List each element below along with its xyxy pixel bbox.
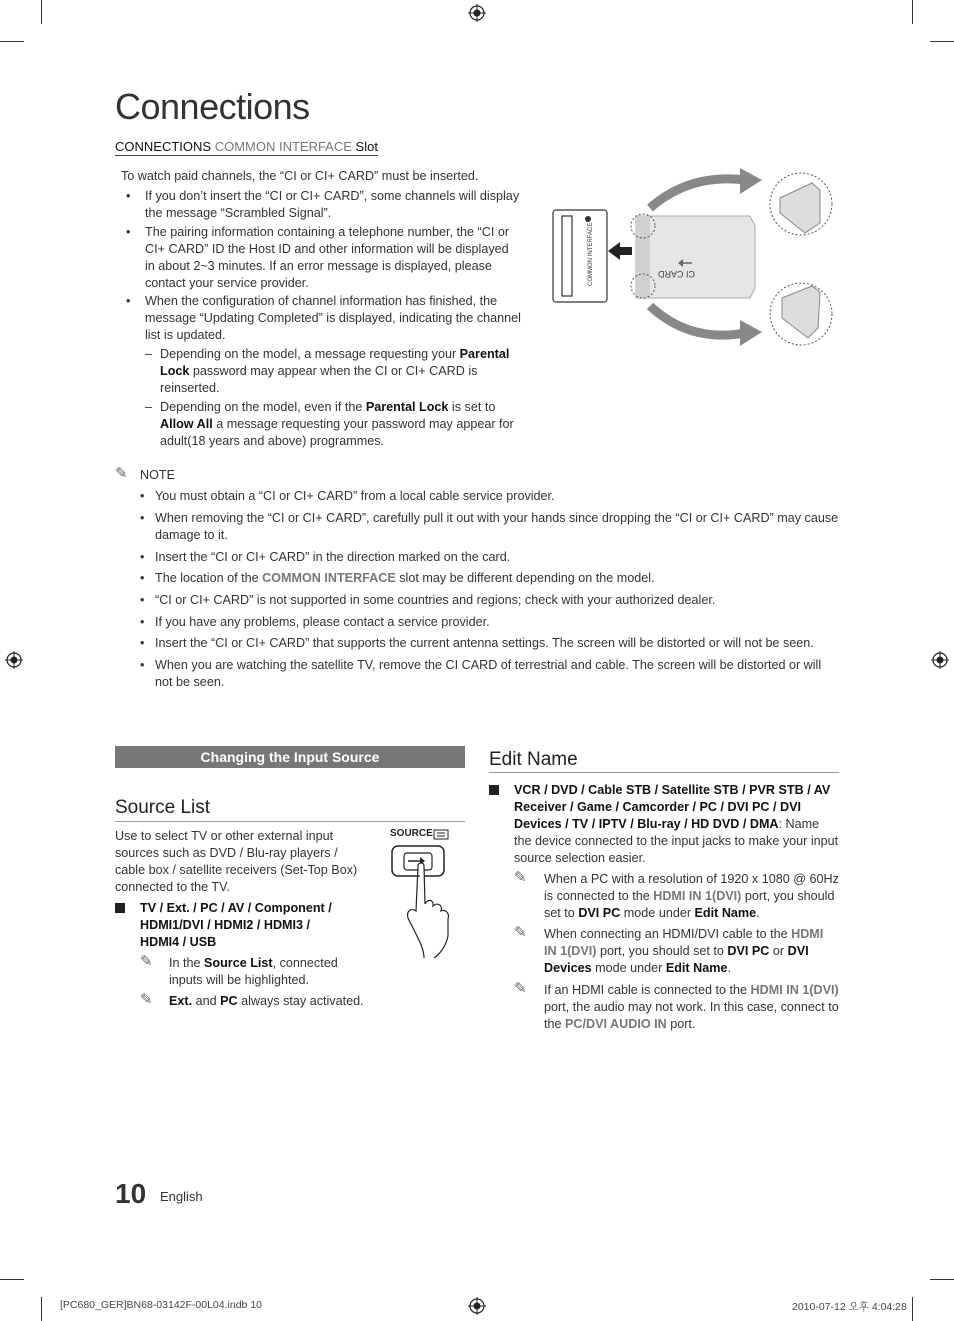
note-item: • When you are watching the satellite TV, remove the CI CARD of terrestrial and cable. The screen will be distorted or will not be seen. [140,658,822,689]
crop-mark [930,41,954,42]
hand-press-icon [388,826,466,958]
crop-mark [912,0,913,24]
note-item: • “CI or CI+ CARD” is not supported in some countries and regions; check with your authorized dealer. [140,593,716,607]
note-title: NOTE [140,468,175,482]
crop-mark [41,0,42,24]
pencil-note-icon: ✎ [140,953,153,970]
note-item: • The location of the COMMON INTERFACE slot may be different depending on the model. [140,571,655,585]
edit-name-heading: Edit Name [489,749,578,770]
pencil-note-icon: ✎ [115,465,128,482]
registration-mark-icon [468,1297,486,1315]
registration-mark-icon [468,4,486,22]
card-label: CI CARD [657,269,695,279]
footer-date: 2010-07-12 오후 4:04:28 [792,1301,907,1313]
page-language: English [160,1189,203,1204]
pencil-note-icon: ✎ [514,924,527,941]
note-item: • Insert the “CI or CI+ CARD” that supports the current antenna settings. The screen will be distorted or will not be seen. [140,636,814,650]
crop-mark [0,41,24,42]
ci-card-illustration [550,168,840,353]
slot-label: COMMON INTERFACE [588,222,594,286]
breadcrumb-part: CONNECTIONS [115,139,212,154]
breadcrumb-part: COMMON INTERFACE [214,139,352,154]
breadcrumb-part: Slot [355,139,378,154]
note-item: • When removing the “CI or CI+ CARD”, carefully pull it out with your hands since dropping the “CI or CI+ CARD” may cause damage to it. [140,511,839,542]
source-remote-illustration [388,826,466,958]
section-band: Changing the Input Source [115,746,465,768]
ci-sub-item: – Depending on the model, a message requesting your Parental Lock password may appear when the CI or CI+ CARD is reinserted. [145,347,510,395]
ci-sub-item: – Depending on the model, even if the Parental Lock is set to Allow All a message requesting your password may appear for adult(18 years and above) programmes. [145,400,514,448]
page-number: 10 [115,1178,147,1209]
source-list-heading: Source List [115,797,211,818]
crop-mark [41,1297,42,1321]
edit-name-note: If an HDMI cable is connected to the HDMI IN 1(DVI) port, the audio may not work. In this case, connect to the PC/DVI AUDIO IN port. [544,983,839,1031]
pencil-note-icon: ✎ [514,980,527,997]
crop-mark [930,1279,954,1280]
page-title: Connections [115,86,310,127]
edit-name-note: When connecting an HDMI/DVI cable to the HDMI IN 1(DVI) port, you should set to DVI PC or DVI Devices mode under Edit Name. [544,927,824,975]
footer-file: [PC680_GER]BN68-03142F-00L04.indb 10 [60,1299,262,1311]
note-item: • You must obtain a “CI or CI+ CARD” from a local cable service provider. [140,489,555,503]
registration-mark-icon [5,651,23,669]
crop-mark [0,1279,24,1280]
source-list-note: In the Source List, connected inputs will be highlighted. [169,956,338,987]
edit-name-note: When a PC with a resolution of 1920 x 1080 @ 60Hz is connected to the HDMI IN 1(DVI) port, you should set to DVI PC mode under Edit Name. [544,872,839,920]
divider [489,772,839,773]
source-label: SOURCE [390,828,433,839]
ci-intro: To watch paid channels, the “CI or CI+ CARD” must be inserted. [121,169,479,183]
note-item: • Insert the “CI or CI+ CARD” in the direction marked on the card. [140,550,511,564]
registration-mark-icon [931,651,949,669]
ci-bullet: • When the configuration of channel information has finished, the message “Updating Completed” is displayed, indicating the channel list is updated. [126,294,521,342]
source-list-note: Ext. and PC always stay activated. [169,994,364,1008]
breadcrumb [115,139,378,156]
note-item: • If you have any problems, please contact a service provider. [140,615,490,629]
pencil-note-icon: ✎ [514,869,527,886]
ci-bullet: • The pairing information containing a telephone number, the “CI or CI+ CARD” ID the Host ID and other information will be displayed in about 2~3 minutes. If an error message is displayed, please contact your service provider. [126,225,510,290]
pencil-note-icon: ✎ [140,991,153,1008]
crop-mark [912,1297,913,1321]
source-list-item: TV / Ext. / PC / AV / Component / HDMI1/DVI / HDMI2 / HDMI3 / HDMI4 / USB [115,900,345,951]
divider [115,821,465,822]
edit-name-item: VCR / DVD / Cable STB / Satellite STB / PVR STB / AV Receiver / Game / Camcorder / PC / DVI PC / DVI Devices / TV / IPTV / Blu-ray / HD DVD / DMA: Name the device connected to the input jacks to make your input source selection easier. [489,782,839,867]
ci-bullet: • If you don’t insert the “CI or CI+ CARD”, some channels will display the message “Scrambled Signal”. [126,189,520,220]
source-list-intro: Use to select TV or other external input sources such as DVD / Blu-ray players / cable box / satellite receivers (Set-Top Box) connected to the TV. [115,829,358,894]
